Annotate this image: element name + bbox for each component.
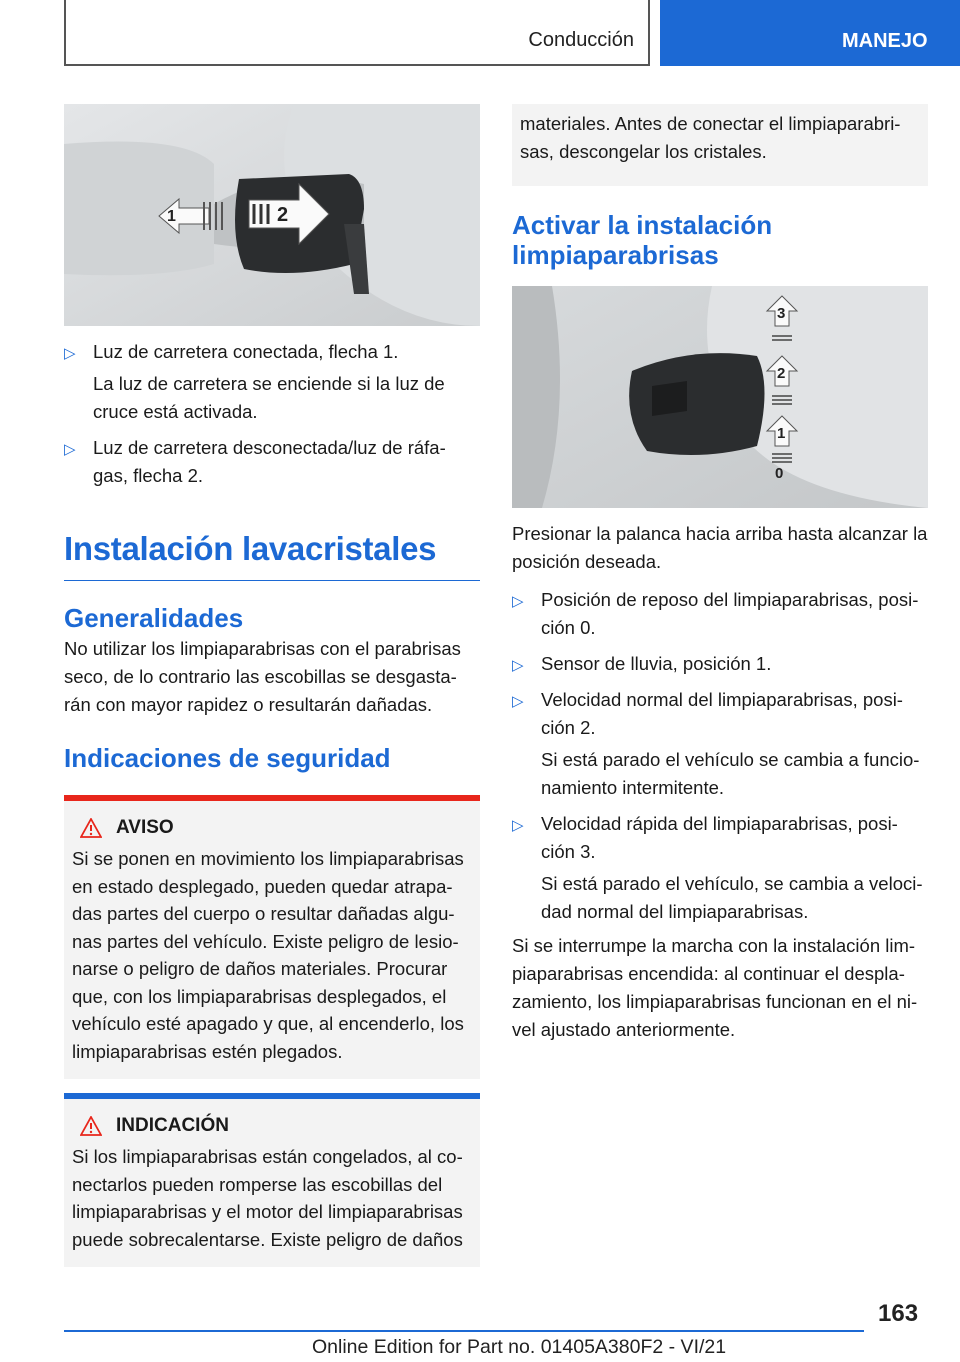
aviso-box <box>64 795 480 1079</box>
bullet-text: Luz de carretera conectada, flecha 1. <box>93 341 399 362</box>
general-paragraph: No utilizar los limpiaparabrisas con el parabrisas seco, de lo contrario las escobillas se desgasta-rán con mayor rapidez o resultarán dañadas. <box>64 638 461 715</box>
closing-paragraph: Si se interrumpe la marcha con la instalación lim-piaparabrisas encendida: al continuar el despla-zamiento, los limpiaparabrisas funcionan en el ni-vel ajustado anteriormente. <box>512 935 918 1040</box>
section-heading: Instalación lavacristales <box>64 530 480 581</box>
position-0-label: 0 <box>775 465 784 482</box>
triangle-right-icon: ▷ <box>512 593 524 610</box>
triangle-right-icon: ▷ <box>512 817 524 834</box>
wiper-bullets <box>512 586 928 926</box>
headlight-bullets <box>64 338 480 490</box>
lever-illustration <box>64 104 480 326</box>
list-item <box>512 650 928 678</box>
arrow-2-label: 2 <box>277 204 289 226</box>
arrow-1-label: 1 <box>167 208 176 225</box>
bullet-subtext: Si está parado el vehículo, se cambia a veloci-dad normal del limpiaparabrisas. <box>541 873 923 922</box>
position-1-label: 1 <box>777 425 786 442</box>
footer-edition: Online Edition for Part no. 01405A380F2 - VI/21 <box>312 1336 727 1358</box>
subheading-safety: Indicaciones de seguridad <box>64 743 391 773</box>
triangle-right-icon: ▷ <box>64 345 76 362</box>
page-number: 163 <box>878 1300 919 1327</box>
bullet-text: Velocidad rápida del limpiaparabrisas, posi-ción 3. <box>541 813 898 862</box>
bullet-text: Posición de reposo del limpiaparabrisas, posi-ción 0. <box>541 589 919 638</box>
right-column <box>512 104 928 1044</box>
wiper-lever-figure <box>512 286 928 508</box>
position-2-label: 2 <box>777 365 786 382</box>
list-item <box>512 686 928 802</box>
position-3-label: 3 <box>777 305 786 322</box>
bullet-subtext: La luz de carretera se enciende si la luz de cruce está activada. <box>93 373 445 422</box>
left-column <box>64 104 480 1267</box>
indicacion-box <box>64 1093 480 1267</box>
triangle-right-icon: ▷ <box>512 693 524 710</box>
header-box <box>64 0 650 66</box>
bullet-subtext: Si está parado el vehículo se cambia a funcio-namiento intermitente. <box>541 749 920 798</box>
chapter-tab: MANEJO <box>660 0 960 66</box>
list-item <box>64 434 480 490</box>
headlight-lever-figure <box>64 104 480 326</box>
indicacion-continuation: materiales. Antes de conectar el limpiaparabri-sas, descongelar los cristales. <box>512 104 928 186</box>
bullet-text: Sensor de lluvia, posición 1. <box>541 653 772 674</box>
footer-rule <box>64 1330 864 1332</box>
activate-heading: Activar la instalación limpiaparabrisas <box>512 210 773 270</box>
aviso-title-row <box>72 817 472 839</box>
indicacion-text: Si los limpiaparabrisas están congelados, al co-nectarlos pueden romperse las escobillas del limpiaparabrisas y el motor del limpiaparabrisas puede sobrecalentarse. Existe peligro de daños <box>72 1146 463 1250</box>
warning-triangle-icon <box>80 818 102 838</box>
list-item <box>64 338 480 426</box>
section-title: Conducción <box>528 29 634 51</box>
subheading-general: Generalidades <box>64 603 244 633</box>
indicacion-title: INDICACIÓN <box>116 1115 229 1136</box>
aviso-title: AVISO <box>116 817 174 838</box>
triangle-right-icon: ▷ <box>64 441 76 458</box>
intro-paragraph: Presionar la palanca hacia arriba hasta alcanzar la posición deseada. <box>512 523 928 572</box>
warning-triangle-icon <box>80 1116 102 1136</box>
aviso-text: Si se ponen en movimiento los limpiaparabrisas en estado desplegado, pueden quedar atrapa-das partes del cuerpo o resultar dañadas algu-nas partes del vehículo. Existe peligro de lesio-narse o peligro de daños materiales. Procurar que, con los limpiaparabrisas desplegados, el vehículo esté apagado y que, al encenderlo, los limpiaparabrisas estén plegados. <box>72 848 464 1062</box>
bullet-text: Luz de carretera desconectada/luz de ráfa-gas, flecha 2. <box>93 437 446 486</box>
list-item <box>512 810 928 926</box>
triangle-right-icon: ▷ <box>512 657 524 674</box>
list-item <box>512 586 928 642</box>
indicacion-title-row <box>72 1115 472 1137</box>
wiper-illustration <box>512 286 928 508</box>
bullet-text: Velocidad normal del limpiaparabrisas, posi-ción 2. <box>541 689 903 738</box>
